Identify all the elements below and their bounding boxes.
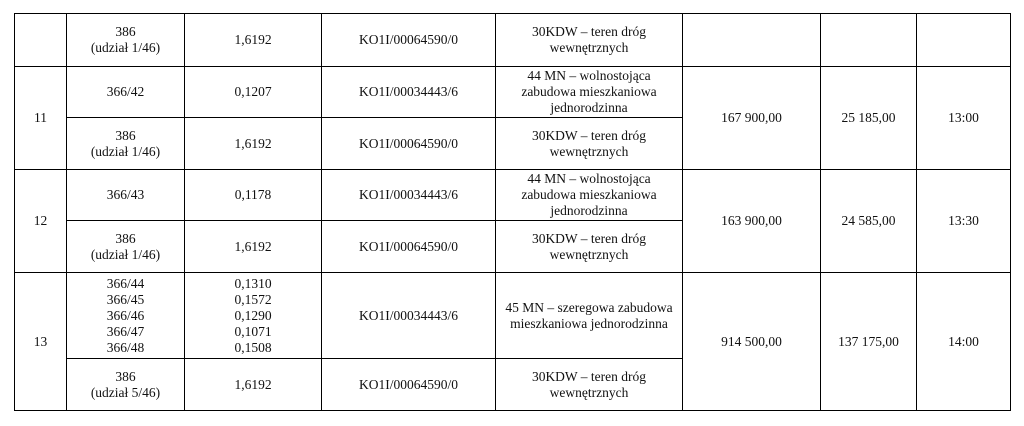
area-cell: 1,6192 [185, 221, 322, 273]
area-cell: 1,6192 [185, 118, 322, 170]
land-register-cell: KO1I/00034443/6 [322, 170, 496, 221]
time-cell: 14:00 [917, 273, 1011, 411]
price-cell: 914 500,00 [683, 273, 821, 411]
property-table [14, 13, 1011, 411]
lp-cell [15, 14, 67, 67]
plot-number-cell: 386 (udział 5/46) [67, 359, 185, 411]
area-cell: 1,6192 [185, 14, 322, 67]
purpose-cell: 30KDW – teren dróg wewnętrznych [496, 221, 683, 273]
price-cell: 167 900,00 [683, 67, 821, 170]
plot-number-cell: 366/42 [67, 67, 185, 118]
lp-cell: 12 [15, 170, 67, 273]
table-row [15, 170, 1011, 221]
deposit-cell [821, 14, 917, 67]
area-cell: 1,6192 [185, 359, 322, 411]
time-cell [917, 14, 1011, 67]
purpose-cell: 45 MN – szeregowa zabudowa mieszkaniowa jednorodzinna [496, 273, 683, 359]
time-cell: 13:00 [917, 67, 1011, 170]
land-register-cell: KO1I/00034443/6 [322, 273, 496, 359]
land-register-cell: KO1I/00064590/0 [322, 14, 496, 67]
table-row [15, 67, 1011, 118]
time-cell: 13:30 [917, 170, 1011, 273]
purpose-cell: 44 MN – wolnostojąca zabudowa mieszkaniowa jednorodzinna [496, 67, 683, 118]
plot-number-cell: 366/43 [67, 170, 185, 221]
area-cell: 0,1310 0,1572 0,1290 0,1071 0,1508 [185, 273, 322, 359]
plot-number-cell: 386 (udział 1/46) [67, 14, 185, 67]
plot-number-cell: 386 (udział 1/46) [67, 118, 185, 170]
land-register-cell: KO1I/00064590/0 [322, 118, 496, 170]
purpose-cell: 30KDW – teren dróg wewnętrznych [496, 14, 683, 67]
table-row [15, 273, 1011, 359]
deposit-cell: 25 185,00 [821, 67, 917, 170]
land-register-cell: KO1I/00034443/6 [322, 67, 496, 118]
deposit-cell: 24 585,00 [821, 170, 917, 273]
area-cell: 0,1178 [185, 170, 322, 221]
plot-number-cell: 386 (udział 1/46) [67, 221, 185, 273]
price-cell [683, 14, 821, 67]
plot-number-cell: 366/44 366/45 366/46 366/47 366/48 [67, 273, 185, 359]
table-row [15, 14, 1011, 67]
land-register-cell: KO1I/00064590/0 [322, 359, 496, 411]
purpose-cell: 30KDW – teren dróg wewnętrznych [496, 118, 683, 170]
area-cell: 0,1207 [185, 67, 322, 118]
purpose-cell: 30KDW – teren dróg wewnętrznych [496, 359, 683, 411]
price-cell: 163 900,00 [683, 170, 821, 273]
land-register-cell: KO1I/00064590/0 [322, 221, 496, 273]
deposit-cell: 137 175,00 [821, 273, 917, 411]
purpose-cell: 44 MN – wolnostojąca zabudowa mieszkaniowa jednorodzinna [496, 170, 683, 221]
lp-cell: 13 [15, 273, 67, 411]
lp-cell: 11 [15, 67, 67, 170]
